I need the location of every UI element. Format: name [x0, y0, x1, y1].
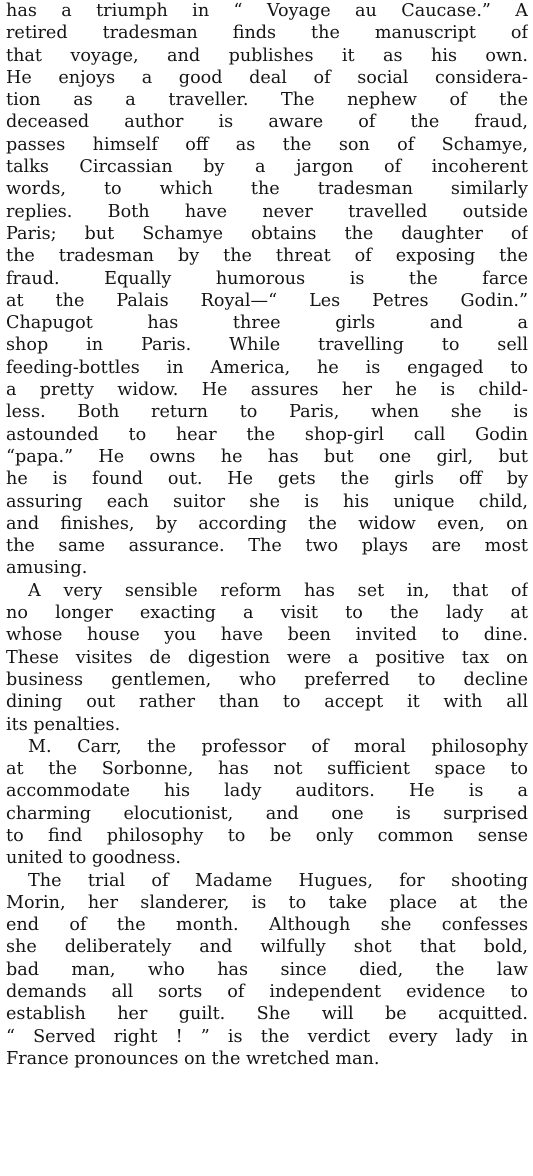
text-line: retired tradesman finds the manuscript of	[6, 23, 528, 44]
text-line: its penalties.	[6, 714, 121, 735]
text-line: at the Palais Royal—“ Les Petres Godin.”	[6, 290, 528, 311]
text-line: the same assurance. The two plays are most	[6, 536, 528, 557]
text-line: a pretty widow. He assures her he is child-	[6, 380, 528, 401]
text-line: she deliberately and wilfully shot that bold,	[6, 937, 528, 958]
text-line: He enjoys a good deal of social considera-	[6, 67, 528, 88]
text-line: amusing.	[6, 558, 88, 579]
text-line: end of the month. Although she confesses	[6, 915, 528, 936]
text-line: he is found out. He gets the girls off by	[6, 469, 528, 490]
text-line: no longer exacting a visit to the lady at	[6, 603, 528, 624]
text-line: The trial of Madame Hugues, for shooting	[28, 870, 528, 891]
text-line: passes himself off as the son of Schamye,	[6, 134, 528, 155]
text-line: charming elocutionist, and one is surprised	[6, 803, 528, 824]
text-line: less. Both return to Paris, when she is	[6, 402, 528, 423]
text-line: and finishes, by according the widow even, on	[6, 513, 528, 534]
text-line: demands all sorts of independent evidence to	[6, 982, 528, 1003]
text-line: bad man, who has since died, the law	[6, 959, 528, 980]
text-line: words, to which the tradesman similarly	[6, 179, 528, 200]
text-line: astounded to hear the shop-girl call Godin	[6, 424, 528, 445]
text-line: whose house you have been invited to dine.	[6, 625, 528, 646]
paragraph-theatre	[6, 0, 528, 580]
text-line: united to goodness.	[6, 848, 181, 869]
text-line: establish her guilt. She will be acquitted.	[6, 1004, 528, 1025]
text-line: deceased author is aware of the fraud,	[6, 112, 528, 133]
text-line: accommodate his lady auditors. He is a	[6, 781, 528, 802]
paragraph-trial	[6, 870, 528, 1071]
text-line: These visites de digestion were a positive tax on	[6, 647, 528, 668]
text-line: Chapugot has three girls and a	[6, 313, 528, 334]
paragraph-professor	[6, 736, 528, 870]
text-line: “ Served right ! ” is the verdict every lady in	[6, 1026, 528, 1047]
text-line: M. Carr, the professor of moral philosophy	[28, 736, 528, 757]
paragraph-reform	[6, 580, 528, 736]
text-line: business gentlemen, who preferred to decline	[6, 669, 528, 690]
text-line: Morin, her slanderer, is to take place at the	[6, 892, 528, 913]
text-line: “papa.” He owns he has but one girl, but	[6, 446, 528, 467]
text-line: replies. Both have never travelled outside	[6, 201, 528, 222]
text-line: tion as a traveller. The nephew of the	[6, 90, 528, 111]
text-line: France pronounces on the wretched man.	[6, 1048, 380, 1069]
text-line: shop in Paris. While travelling to sell	[6, 335, 528, 356]
text-line: assuring each suitor she is his unique child,	[6, 491, 528, 512]
text-line: at the Sorbonne, has not sufficient space to	[6, 759, 528, 780]
text-line: feeding-bottles in America, he is engaged to	[6, 357, 528, 378]
text-line: dining out rather than to accept it with all	[6, 692, 528, 713]
text-line: fraud. Equally humorous is the farce	[6, 268, 528, 289]
text-line: Paris; but Schamye obtains the daughter of	[6, 223, 528, 244]
text-line: to find philosophy to be only common sense	[6, 825, 528, 846]
text-line: that voyage, and publishes it as his own.	[6, 45, 528, 66]
text-line: talks Circassian by a jargon of incoherent	[6, 157, 528, 178]
text-line: A very sensible reform has set in, that of	[28, 580, 528, 601]
text-line: the tradesman by the threat of exposing the	[6, 246, 528, 267]
text-line: has a triumph in “ Voyage au Caucase.” A	[6, 1, 528, 21]
